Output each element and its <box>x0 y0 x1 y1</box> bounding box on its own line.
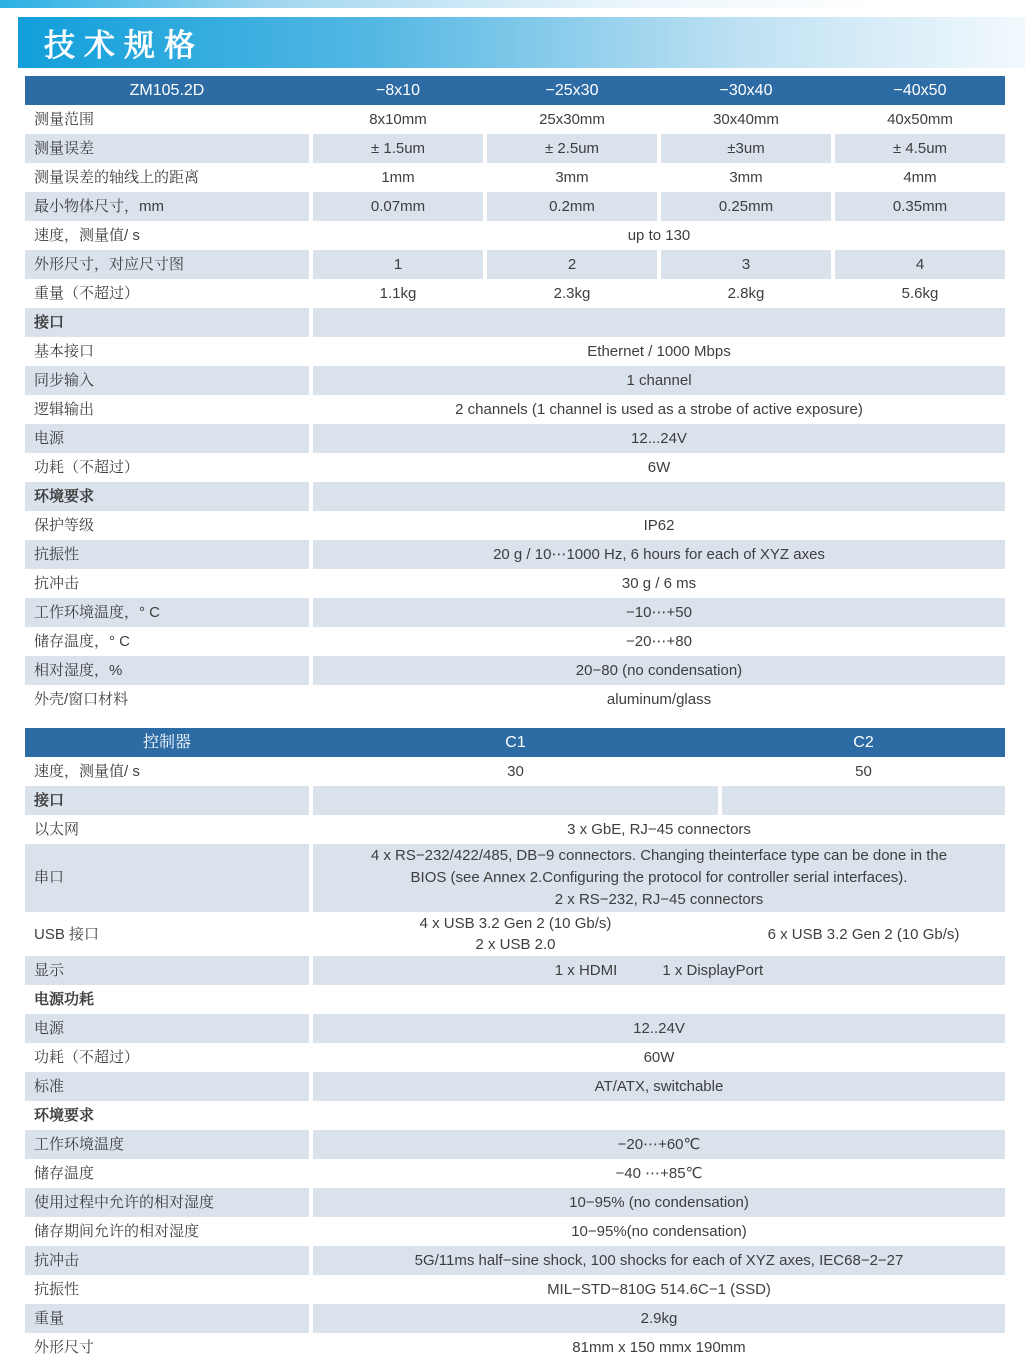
row-label: 抗冲击 <box>25 1246 309 1275</box>
column-header: −40x50 <box>893 82 947 99</box>
cell-value: 30x40mm <box>713 111 779 128</box>
column-header: −30x40 <box>719 82 773 99</box>
cell-value-span: 10−95%(no condensation) <box>571 1223 747 1240</box>
section-filler <box>722 786 1005 815</box>
cell-value: 3mm <box>555 169 589 186</box>
cell-value: ± 1.5um <box>313 134 483 163</box>
table-row <box>25 1333 1005 1362</box>
cell-value: 1 <box>313 250 483 279</box>
section-title: 接口 <box>25 308 309 337</box>
table-row <box>25 192 1005 221</box>
table-row <box>25 424 1005 453</box>
cell-value: 3 <box>661 250 831 279</box>
cell-value: 40x50mm <box>887 111 953 128</box>
table-row <box>25 366 1005 395</box>
cell-value: 2 <box>487 250 657 279</box>
section-title: 电源功耗 <box>34 991 95 1008</box>
row-label: 以太网 <box>34 821 80 838</box>
cell-value: 1.1kg <box>379 285 417 302</box>
table-row <box>25 1304 1005 1333</box>
cell-value: ±3um <box>661 134 831 163</box>
table-row <box>25 956 1005 985</box>
column-header: −8x10 <box>375 82 421 99</box>
table-row <box>25 1217 1005 1246</box>
table-row <box>25 598 1005 627</box>
cell-value: 6 x USB 3.2 Gen 2 (10 Gb/s) <box>767 925 960 943</box>
section-row <box>25 482 1005 511</box>
section-row <box>25 308 1005 337</box>
table-row <box>25 221 1005 250</box>
cell-value-line: 2 x RS−232, RJ−45 connectors <box>554 891 764 908</box>
row-label: 外形尺寸 <box>34 1339 95 1356</box>
row-label: 标准 <box>25 1072 309 1101</box>
table-row <box>25 912 1005 956</box>
row-label: 基本接口 <box>34 343 95 360</box>
row-label: 测量误差的轴线上的距离 <box>34 169 200 186</box>
table-row <box>25 250 1005 279</box>
section-filler <box>313 308 1005 337</box>
cell-value-line: 2 x USB 2.0 <box>475 936 556 953</box>
cell-value: ± 4.5um <box>835 134 1005 163</box>
section-row <box>25 786 1005 815</box>
table-row <box>25 1246 1005 1275</box>
cell-value-span: 20−80 (no condensation) <box>313 656 1005 685</box>
row-label: 功耗（不超过） <box>34 459 140 476</box>
cell-value-span: IP62 <box>643 517 675 534</box>
cell-value-span: 1 channel <box>313 366 1005 395</box>
cell-value-span: Ethernet / 1000 Mbps <box>587 343 731 360</box>
row-label: 储存温度，° C <box>34 633 130 650</box>
cell-value-span: 81mm x 150 mmx 190mm <box>572 1339 746 1356</box>
cell-value: ± 2.5um <box>487 134 657 163</box>
cell-value: 0.07mm <box>313 192 483 221</box>
cell-value-span: −20⋯+80 <box>626 633 692 650</box>
cell-value-span: 60W <box>643 1049 675 1066</box>
cell-value-span: MIL−STD−810G 514.6C−1 (SSD) <box>547 1281 771 1298</box>
cell-value: 1 x HDMI <box>554 962 618 979</box>
cell-value: 0.25mm <box>661 192 831 221</box>
section-title: 接口 <box>25 786 309 815</box>
cell-value-span <box>313 956 1005 985</box>
row-label: 最小物体尺寸，mm <box>25 192 309 221</box>
section-filler <box>313 482 1005 511</box>
row-label: 保护等级 <box>34 517 95 534</box>
table-row <box>25 844 1005 912</box>
row-label: 抗冲击 <box>34 575 80 592</box>
cell-value: 4 <box>835 250 1005 279</box>
cell-value: 25x30mm <box>539 111 605 128</box>
cell-value: 1 x DisplayPort <box>662 962 764 979</box>
table-row <box>25 105 1005 134</box>
spec-table-sensor <box>25 76 1005 714</box>
cell-value <box>313 912 718 956</box>
cell-value-span: −20⋯+60℃ <box>313 1130 1005 1159</box>
cell-value: 2.3kg <box>553 285 591 302</box>
cell-value-span: 3 x GbE, RJ−45 connectors <box>567 821 751 838</box>
cell-value-span: 20 g / 10⋯1000 Hz, 6 hours for each of XYZ axes <box>313 540 1005 569</box>
section-filler <box>313 786 718 815</box>
section-title: 环境要求 <box>34 1107 95 1124</box>
cell-value: 5.6kg <box>901 285 939 302</box>
column-header: C2 <box>853 734 874 751</box>
cell-value-span: up to 130 <box>627 227 691 244</box>
section-row <box>25 1101 1005 1130</box>
row-label: 逻辑输出 <box>34 401 95 418</box>
row-label: 使用过程中允许的相对湿度 <box>25 1188 309 1217</box>
cell-value-span: 12..24V <box>313 1014 1005 1043</box>
row-label: USB 接口 <box>34 925 100 943</box>
row-label: 相对湿度，% <box>25 656 309 685</box>
cell-value: 50 <box>855 763 872 780</box>
row-label: 外壳/窗口材料 <box>34 691 129 708</box>
table-row <box>25 511 1005 540</box>
table-row <box>25 1188 1005 1217</box>
spec-table-controller <box>25 728 1005 1362</box>
table-row <box>25 1014 1005 1043</box>
column-header: C1 <box>505 734 526 751</box>
section-title: 环境要求 <box>25 482 309 511</box>
cell-value: 8x10mm <box>369 111 427 128</box>
cell-value: 3mm <box>729 169 763 186</box>
row-label: 工作环境温度 <box>25 1130 309 1159</box>
page-title-banner <box>18 17 1025 68</box>
row-label: 测量误差 <box>25 134 309 163</box>
cell-value: 1mm <box>381 169 415 186</box>
table-row <box>25 163 1005 192</box>
row-label: 测量范围 <box>34 111 95 128</box>
cell-value-span: 12...24V <box>313 424 1005 453</box>
cell-value-span: AT/ATX, switchable <box>313 1072 1005 1101</box>
row-label: 速度，测量值/ s <box>34 763 140 780</box>
table-row <box>25 656 1005 685</box>
table-row <box>25 569 1005 598</box>
page-title: 技术规格 <box>44 28 204 63</box>
table-row <box>25 395 1005 424</box>
cell-value: 0.35mm <box>835 192 1005 221</box>
row-label: 电源 <box>25 1014 309 1043</box>
row-label: 抗振性 <box>25 540 309 569</box>
cell-value-span: aluminum/glass <box>606 691 712 708</box>
cell-value-span: 30 g / 6 ms <box>621 575 697 592</box>
table-row <box>25 757 1005 786</box>
row-label: 同步输入 <box>25 366 309 395</box>
cell-value: 0.2mm <box>487 192 657 221</box>
row-label: 储存期间允许的相对湿度 <box>34 1223 200 1240</box>
table-row <box>25 1072 1005 1101</box>
table-row <box>25 685 1005 714</box>
row-label: 功耗（不超过） <box>34 1049 140 1066</box>
cell-value-line: 4 x RS−232/422/485, DB−9 connectors. Changing theinterface type can be done in the <box>370 847 948 864</box>
table-row <box>25 1043 1005 1072</box>
cell-value-span <box>313 844 1005 912</box>
row-label: 重量 <box>25 1304 309 1333</box>
row-label: 抗振性 <box>34 1281 80 1298</box>
row-label: 重量（不超过） <box>34 285 140 302</box>
cell-value-span: 2 channels (1 channel is used as a strobe of active exposure) <box>455 401 863 418</box>
cell-value-span: 2.9kg <box>313 1304 1005 1333</box>
cell-value: 2.8kg <box>727 285 765 302</box>
cell-value-line: 4 x USB 3.2 Gen 2 (10 Gb/s) <box>419 915 612 932</box>
table-row <box>25 337 1005 366</box>
cell-value-span: −10⋯+50 <box>313 598 1005 627</box>
table-header-row <box>25 76 1005 105</box>
table-row <box>25 627 1005 656</box>
cell-value-span: 5G/11ms half−sine shock, 100 shocks for each of XYZ axes, IEC68−2−27 <box>313 1246 1005 1275</box>
cell-value-span: 6W <box>647 459 671 476</box>
cell-value-span: −40 ⋯+85℃ <box>615 1165 703 1182</box>
table-header-model: ZM105.2D <box>129 82 205 99</box>
column-header: −25x30 <box>545 82 599 99</box>
top-accent-strip <box>0 0 1030 8</box>
row-label: 速度，测量值/ s <box>34 227 140 244</box>
table-row <box>25 1130 1005 1159</box>
table-row <box>25 453 1005 482</box>
section-row <box>25 985 1005 1014</box>
cell-value-span: 10−95% (no condensation) <box>313 1188 1005 1217</box>
table-header-row <box>25 728 1005 757</box>
cell-value: 30 <box>507 763 524 780</box>
row-label: 工作环境温度，° C <box>25 598 309 627</box>
table-row <box>25 279 1005 308</box>
cell-value-line: BIOS (see Annex 2.Configuring the protocol for controller serial interfaces). <box>410 869 908 886</box>
table-row <box>25 540 1005 569</box>
table-row <box>25 815 1005 844</box>
row-label: 储存温度 <box>34 1165 95 1182</box>
row-label: 显示 <box>25 956 309 985</box>
row-label: 外形尺寸，对应尺寸图 <box>25 250 309 279</box>
table-row <box>25 134 1005 163</box>
table-row <box>25 1275 1005 1304</box>
row-label: 电源 <box>25 424 309 453</box>
table-header-controller: 控制器 <box>142 734 191 751</box>
row-label: 串口 <box>25 844 309 912</box>
cell-value: 4mm <box>903 169 937 186</box>
table-row <box>25 1159 1005 1188</box>
